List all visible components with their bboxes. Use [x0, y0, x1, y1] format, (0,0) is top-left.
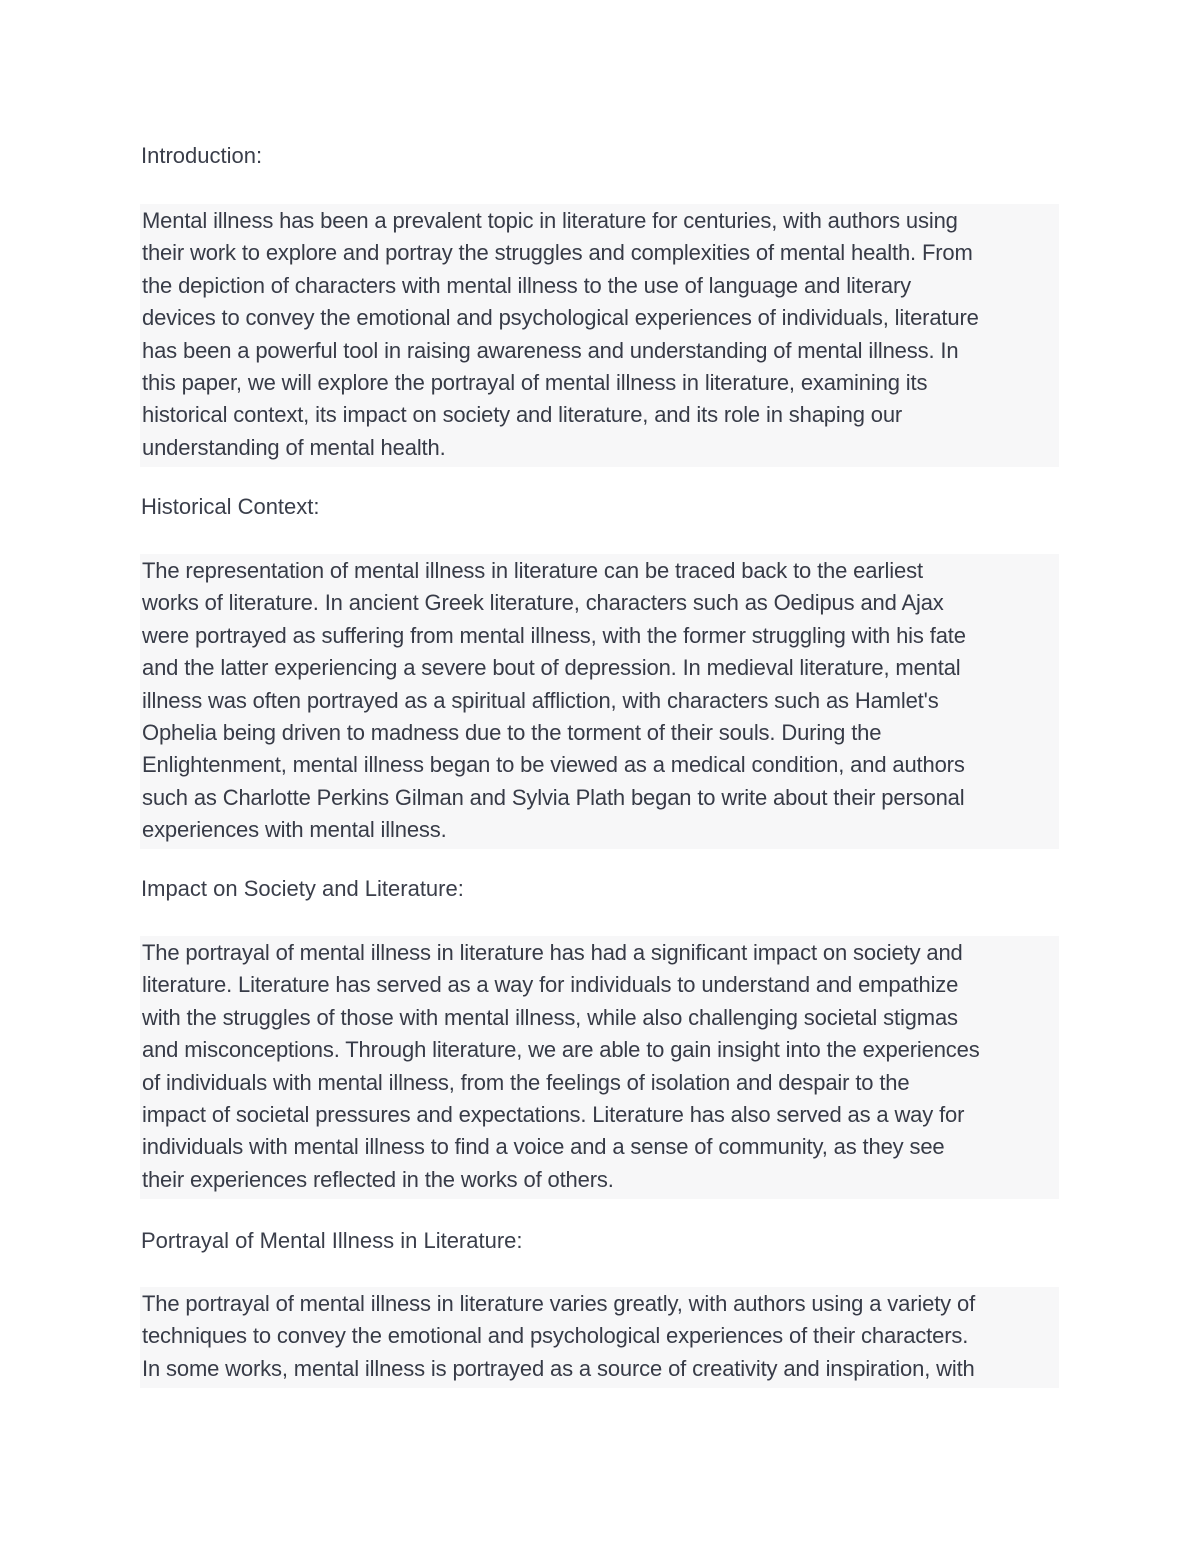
text-line: Ophelia being driven to madness due to the torment of their souls. During the — [142, 720, 882, 746]
section-heading-introduction: Introduction: — [141, 143, 263, 168]
text-line: their work to explore and portray the struggles and complexities of mental health. From — [142, 240, 973, 266]
text-line: devices to convey the emotional and psychological experiences of individuals, literature — [142, 305, 979, 331]
text-line: impact of societal pressures and expectations. Literature has also served as a way for — [142, 1102, 965, 1128]
paragraph — [142, 555, 1057, 847]
text-line: with the struggles of those with mental illness, while also challenging societal stigmas — [142, 1004, 958, 1030]
text-line: this paper, we will explore the portrayal of mental illness in literature, examining its — [142, 370, 928, 396]
section-body-portrayal — [140, 1287, 1059, 1388]
section-heading-historical-context: Historical Context: — [141, 494, 320, 519]
text-line: has been a powerful tool in raising awareness and understanding of mental illness. In — [142, 337, 959, 363]
text-line: experiences with mental illness. — [142, 817, 447, 843]
text-line: their experiences reflected in the works of others. — [142, 1166, 614, 1192]
text-line: The portrayal of mental illness in literature has had a significant impact on society and — [142, 940, 963, 965]
text-line: literature. Literature has served as a way for individuals to understand and empathize — [142, 972, 959, 998]
text-line: illness was often portrayed as a spiritual affliction, with characters such as Hamlet's — [142, 687, 939, 713]
text-line: techniques to convey the emotional and psychological experiences of their characters. — [142, 1323, 969, 1349]
paragraph — [142, 1288, 1057, 1385]
paragraph — [142, 205, 1057, 464]
paragraph — [142, 937, 1057, 1196]
text-line: The portrayal of mental illness in literature varies greatly, with authors using a variety of — [142, 1291, 976, 1316]
text-line: such as Charlotte Perkins Gilman and Sylvia Plath began to write about their personal — [142, 784, 965, 810]
text-line: of individuals with mental illness, from the feelings of isolation and despair to the — [142, 1069, 910, 1095]
text-line: In some works, mental illness is portrayed as a source of creativity and inspiration, with — [142, 1355, 975, 1381]
text-line: individuals with mental illness to find a voice and a sense of community, as they see — [142, 1134, 945, 1160]
text-line: were portrayed as suffering from mental illness, with the former struggling with his fate — [142, 622, 966, 648]
text-line: works of literature. In ancient Greek literature, characters such as Oedipus and Ajax — [142, 590, 944, 616]
section-body-impact — [140, 936, 1059, 1199]
section-heading-portrayal: Portrayal of Mental Illness in Literature: — [141, 1228, 523, 1253]
section-heading-impact: Impact on Society and Literature: — [141, 876, 464, 901]
text-line: and misconceptions. Through literature, we are able to gain insight into the experiences — [142, 1037, 980, 1063]
section-body-introduction — [140, 204, 1059, 467]
text-line: The representation of mental illness in literature can be traced back to the earliest — [142, 558, 923, 583]
text-line: understanding of mental health. — [142, 434, 446, 460]
text-line: the depiction of characters with mental illness to the use of language and literary — [142, 272, 912, 298]
text-line: and the latter experiencing a severe bout of depression. In medieval literature, mental — [142, 655, 961, 681]
section-body-historical-context — [140, 554, 1059, 849]
text-line: Enlightenment, mental illness began to be viewed as a medical condition, and authors — [142, 752, 965, 778]
text-line: historical context, its impact on society and literature, and its role in shaping our — [142, 402, 903, 428]
text-line: Mental illness has been a prevalent topic in literature for centuries, with authors using — [142, 208, 958, 233]
